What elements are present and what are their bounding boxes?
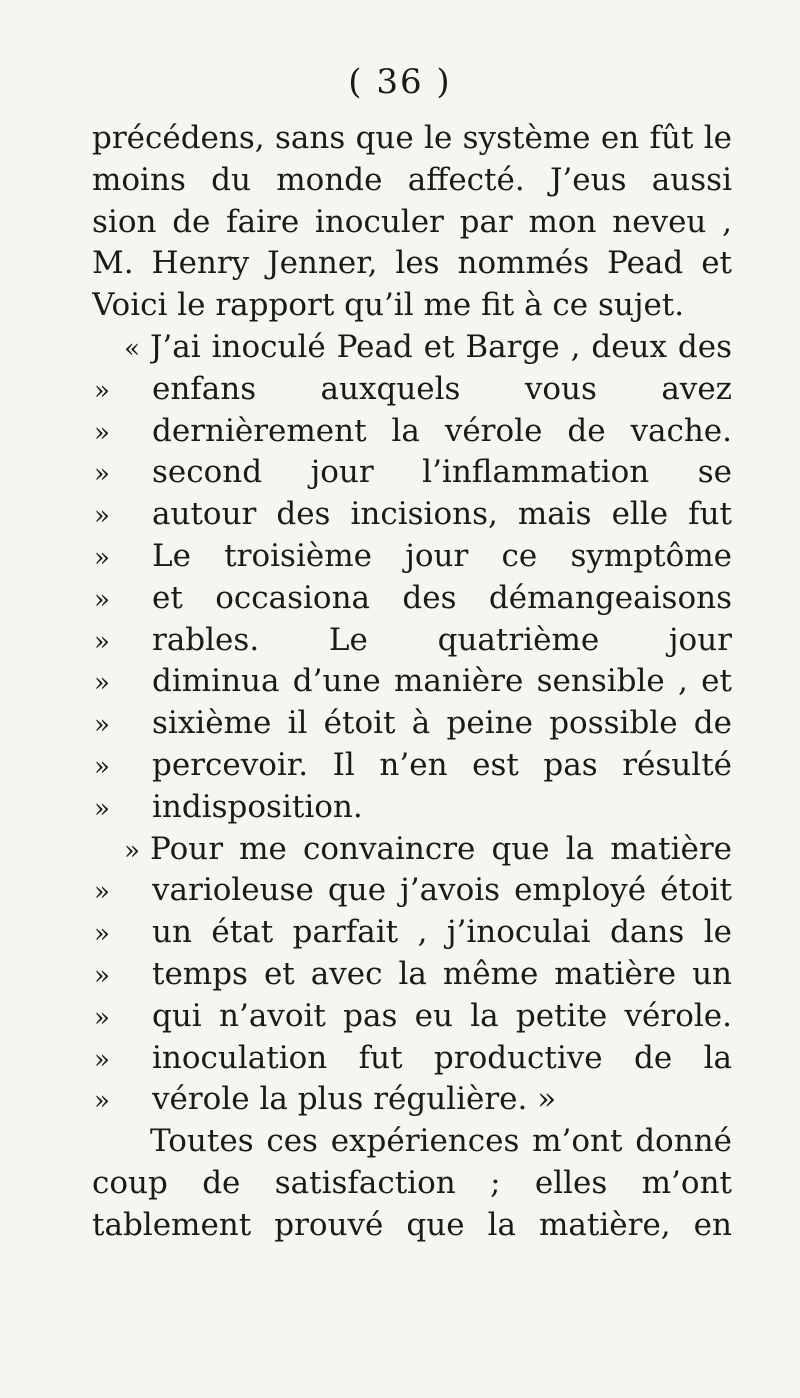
text-line: [92, 1205, 732, 1247]
text-line: [92, 494, 732, 536]
quotation-mark: »: [94, 626, 110, 657]
line-text: percevoir. Il n’en est pas résulté: [152, 746, 732, 783]
line-text: temps et avec la même matière un: [152, 955, 732, 992]
line-text: rables. Le quatrième jour: [152, 621, 732, 658]
line-text: Pour me convaincre que la matière: [150, 830, 732, 867]
line-text: indisposition.: [152, 788, 363, 825]
line-text: varioleuse que j’avois employé étoit: [152, 872, 732, 909]
quotation-mark: »: [94, 668, 110, 699]
text-line: [92, 285, 732, 327]
line-text: J’ai inoculé Pead et Barge , deux des: [150, 328, 732, 365]
line-text: vérole la plus régulière. »: [152, 1081, 557, 1118]
text-line: [92, 996, 732, 1038]
quotation-mark: »: [124, 835, 140, 866]
text-line: [92, 118, 732, 160]
line-text: Le troisième jour ce symptôme: [152, 537, 732, 574]
line-text: dernièrement la vérole de vache.: [152, 412, 732, 449]
line-text: Voici le rapport qu’il me fit à ce sujet.: [92, 287, 685, 324]
quotation-mark: »: [94, 919, 110, 950]
line-text: enfans auxquels vous avez: [152, 370, 732, 407]
line-text: tablement prouvé que la matière, en: [92, 1206, 732, 1243]
body-text: [92, 118, 732, 1247]
line-text: sion de faire inoculer par mon neveu ,: [92, 203, 732, 240]
text-line: [92, 1163, 732, 1205]
quotation-mark: »: [94, 960, 110, 991]
line-text: précédens, sans que le système en fût le: [92, 120, 732, 156]
quotation-mark: »: [94, 542, 110, 573]
line-text: autour des incisions, mais elle fut: [152, 496, 732, 533]
line-text: coup de satisfaction ; elles m’ont: [92, 1164, 732, 1201]
quotation-mark: »: [94, 501, 110, 532]
text-line: [92, 912, 732, 954]
text-line: [92, 578, 732, 620]
line-text: Toutes ces expériences m’ont donné: [150, 1123, 732, 1160]
text-line: [92, 620, 732, 662]
text-line: [92, 870, 732, 912]
line-text: et occasiona des démangeaisons: [152, 579, 732, 616]
quotation-mark: »: [94, 877, 110, 908]
text-line: [92, 202, 732, 244]
line-text: inoculation fut productive de la: [152, 1039, 732, 1076]
quotation-mark: »: [94, 584, 110, 615]
quotation-mark: »: [94, 710, 110, 741]
line-text: sixième il étoit à peine possible de: [152, 705, 732, 742]
page-number: ( 36 ): [348, 62, 452, 102]
quotation-mark: «: [124, 333, 140, 364]
text-line: [92, 452, 732, 494]
quotation-mark: »: [94, 1002, 110, 1033]
text-line: [92, 1038, 732, 1080]
text-line: [92, 369, 732, 411]
line-text: M. Henry Jenner, les nommés Pead et: [92, 245, 732, 282]
text-line: [92, 661, 732, 703]
text-line: [92, 243, 732, 285]
text-line: [92, 787, 732, 829]
text-line: [92, 745, 732, 787]
quotation-mark: »: [94, 417, 110, 448]
text-line: [92, 1079, 732, 1121]
line-text: second jour l’inflammation se: [152, 454, 732, 491]
quotation-mark: »: [94, 1044, 110, 1075]
quotation-mark: »: [94, 459, 110, 490]
text-line: [92, 829, 732, 871]
line-text: diminua d’une manière sensible , et: [152, 663, 732, 700]
quotation-mark: »: [94, 375, 110, 406]
line-text: qui n’avoit pas eu la petite vérole.: [152, 997, 732, 1034]
text-line: [92, 160, 732, 202]
quotation-mark: »: [94, 751, 110, 782]
text-line: [92, 954, 732, 996]
text-line: [92, 1121, 732, 1163]
quotation-mark: »: [94, 793, 110, 824]
quotation-mark: »: [94, 1086, 110, 1117]
text-line: [92, 411, 732, 453]
text-line: [92, 536, 732, 578]
text-line: [92, 327, 732, 369]
line-text: moins du monde affecté. J’eus aussi: [92, 161, 732, 198]
line-text: un état parfait , j’inoculai dans le: [152, 914, 732, 951]
text-line: [92, 703, 732, 745]
